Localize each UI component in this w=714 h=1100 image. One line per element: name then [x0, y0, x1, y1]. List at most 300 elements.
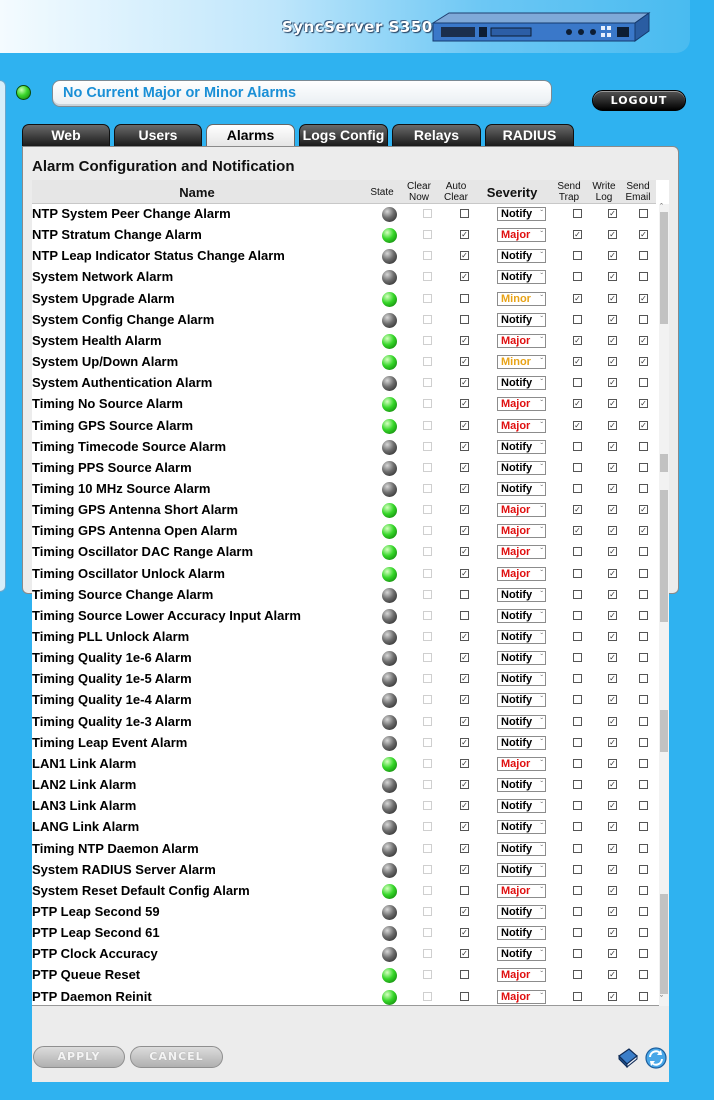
clear-now-checkbox — [423, 399, 432, 408]
chevron-down-icon: ˇ — [540, 314, 543, 324]
write-log-checkbox[interactable]: ✓ — [609, 674, 616, 684]
chevron-down-icon: ˇ — [540, 843, 543, 853]
send-trap-checkbox[interactable] — [573, 822, 582, 831]
state-led-icon — [382, 482, 397, 497]
state-led-icon — [382, 842, 397, 857]
alarm-name: PTP Daemon Reinit — [32, 988, 152, 1004]
chevron-down-icon: ˇ — [540, 758, 543, 768]
send-trap-checkbox[interactable]: ✓ — [574, 293, 581, 303]
send-email-checkbox[interactable] — [639, 907, 648, 916]
severity-select[interactable] — [497, 736, 546, 750]
scroll-thumb-segment — [660, 710, 668, 752]
severity-value: Notify — [501, 461, 533, 474]
auto-clear-checkbox[interactable]: ✓ — [461, 949, 468, 959]
write-log-checkbox[interactable]: ✓ — [609, 399, 616, 409]
write-log-checkbox[interactable]: ✓ — [609, 737, 616, 747]
send-email-checkbox[interactable]: ✓ — [640, 357, 647, 367]
severity-select[interactable] — [497, 207, 546, 221]
tab-radius[interactable]: RADIUS — [485, 124, 574, 146]
send-email-checkbox[interactable] — [639, 886, 648, 895]
auto-clear-checkbox[interactable]: ✓ — [461, 568, 468, 578]
severity-select[interactable] — [497, 228, 546, 242]
alarm-name: Timing No Source Alarm — [32, 396, 183, 412]
chevron-down-icon: ˇ — [540, 272, 543, 282]
severity-select[interactable] — [497, 249, 546, 263]
severity-select[interactable] — [497, 270, 546, 284]
send-email-checkbox[interactable] — [639, 992, 648, 1001]
write-log-checkbox[interactable]: ✓ — [609, 843, 616, 853]
severity-select[interactable] — [497, 545, 546, 559]
auto-clear-checkbox[interactable]: ✓ — [461, 716, 468, 726]
severity-select[interactable] — [497, 905, 546, 919]
send-email-checkbox[interactable] — [639, 695, 648, 704]
severity-select[interactable] — [497, 419, 546, 433]
write-log-checkbox[interactable]: ✓ — [609, 610, 616, 620]
chevron-down-icon: ˇ — [540, 801, 543, 811]
send-trap-checkbox[interactable] — [573, 928, 582, 937]
send-trap-checkbox[interactable] — [573, 315, 582, 324]
send-email-checkbox[interactable] — [639, 717, 648, 726]
scroll-up-arrow-icon[interactable]: ˆ — [660, 202, 663, 212]
clear-now-checkbox — [423, 484, 432, 493]
write-log-checkbox[interactable]: ✓ — [609, 695, 616, 705]
help-book-icon[interactable] — [617, 1046, 639, 1068]
send-email-checkbox[interactable]: ✓ — [640, 420, 647, 430]
severity-select[interactable] — [497, 630, 546, 644]
send-email-checkbox[interactable]: ✓ — [640, 230, 647, 240]
auto-clear-checkbox[interactable]: ✓ — [461, 378, 468, 388]
table-row — [32, 775, 656, 796]
auto-clear-checkbox[interactable]: ✓ — [461, 737, 468, 747]
state-led-icon — [382, 799, 397, 814]
write-log-checkbox[interactable]: ✓ — [609, 801, 616, 811]
auto-clear-checkbox[interactable]: ✓ — [461, 801, 468, 811]
severity-select[interactable] — [497, 947, 546, 961]
write-log-checkbox[interactable]: ✓ — [609, 526, 616, 536]
auto-clear-checkbox[interactable]: ✓ — [461, 780, 468, 790]
clear-now-checkbox — [423, 949, 432, 958]
send-trap-checkbox[interactable] — [573, 801, 582, 810]
auto-clear-checkbox[interactable] — [460, 315, 469, 324]
table-row — [32, 627, 656, 648]
send-trap-checkbox[interactable] — [573, 463, 582, 472]
write-log-checkbox[interactable]: ✓ — [609, 209, 616, 218]
clear-now-checkbox — [423, 378, 432, 387]
severity-select[interactable] — [497, 884, 546, 898]
write-log-checkbox[interactable]: ✓ — [609, 653, 616, 663]
product-title: SyncServer S350 — [282, 18, 433, 36]
write-log-checkbox[interactable]: ✓ — [609, 335, 616, 345]
send-email-checkbox[interactable] — [639, 315, 648, 324]
write-log-checkbox[interactable]: ✓ — [609, 272, 616, 282]
severity-select[interactable] — [497, 799, 546, 813]
severity-value: Notify — [501, 673, 533, 686]
alarm-name: Timing Quality 1e-3 Alarm — [32, 713, 192, 729]
send-email-checkbox[interactable] — [639, 928, 648, 937]
severity-select[interactable] — [497, 863, 546, 877]
send-email-checkbox[interactable] — [639, 547, 648, 556]
alarm-name: Timing GPS Antenna Open Alarm — [32, 523, 238, 539]
send-trap-checkbox[interactable] — [573, 378, 582, 387]
severity-select[interactable] — [497, 292, 546, 306]
write-log-checkbox[interactable]: ✓ — [609, 716, 616, 726]
refresh-icon[interactable] — [644, 1046, 668, 1070]
table-row — [32, 204, 656, 225]
send-trap-checkbox[interactable] — [573, 970, 582, 979]
write-log-checkbox[interactable]: ✓ — [609, 441, 616, 451]
send-email-checkbox[interactable] — [639, 442, 648, 451]
severity-value: Notify — [501, 905, 533, 918]
auto-clear-checkbox[interactable]: ✓ — [461, 906, 468, 916]
severity-select[interactable] — [497, 651, 546, 665]
severity-value: Notify — [501, 208, 533, 220]
send-email-checkbox[interactable] — [639, 484, 648, 493]
send-trap-checkbox[interactable] — [573, 484, 582, 493]
clear-now-checkbox — [423, 611, 432, 620]
severity-select[interactable] — [497, 990, 546, 1004]
tab-web[interactable]: Web — [22, 124, 110, 146]
table-row — [32, 479, 656, 500]
severity-select[interactable] — [497, 715, 546, 729]
clear-now-checkbox — [423, 294, 432, 303]
write-log-checkbox[interactable]: ✓ — [609, 293, 616, 303]
severity-value: Major — [501, 567, 531, 580]
severity-select[interactable] — [497, 588, 546, 602]
table-row — [32, 458, 656, 479]
send-email-checkbox[interactable] — [639, 822, 648, 831]
write-log-checkbox[interactable]: ✓ — [609, 589, 616, 599]
column-header-send-trap-line2: Trap — [558, 192, 580, 203]
severity-select[interactable] — [497, 693, 546, 707]
send-email-checkbox[interactable] — [639, 209, 648, 218]
alarm-name: Timing Timecode Source Alarm — [32, 438, 227, 454]
write-log-checkbox[interactable]: ✓ — [609, 991, 616, 1001]
state-led-icon — [382, 376, 397, 391]
left-side-tab[interactable] — [0, 80, 6, 592]
tab-alarms[interactable]: Alarms — [206, 124, 295, 147]
state-led-icon — [382, 757, 397, 772]
auto-clear-checkbox[interactable]: ✓ — [461, 272, 468, 282]
chevron-down-icon: ˇ — [540, 547, 543, 557]
alarm-name: Timing Oscillator Unlock Alarm — [32, 565, 225, 581]
auto-clear-checkbox[interactable]: ✓ — [461, 928, 468, 938]
clear-now-checkbox — [423, 272, 432, 281]
alarm-name: LAN2 Link Alarm — [32, 777, 137, 793]
send-trap-checkbox[interactable] — [573, 949, 582, 958]
scroll-thumb[interactable] — [660, 212, 668, 324]
auto-clear-checkbox[interactable]: ✓ — [461, 230, 468, 240]
severity-select[interactable] — [497, 482, 546, 496]
alarm-name: Timing Quality 1e-5 Alarm — [32, 671, 192, 687]
auto-clear-checkbox[interactable]: ✓ — [461, 357, 468, 367]
auto-clear-checkbox[interactable]: ✓ — [461, 547, 468, 557]
state-led-icon — [382, 651, 397, 666]
chevron-down-icon: ˇ — [540, 674, 543, 684]
send-email-checkbox[interactable]: ✓ — [640, 526, 647, 536]
auto-clear-checkbox[interactable] — [460, 209, 469, 218]
write-log-checkbox[interactable]: ✓ — [609, 420, 616, 430]
send-email-checkbox[interactable] — [639, 949, 648, 958]
auto-clear-checkbox[interactable]: ✓ — [461, 441, 468, 451]
send-trap-checkbox[interactable] — [573, 569, 582, 578]
write-log-checkbox[interactable]: ✓ — [609, 949, 616, 959]
send-email-checkbox[interactable]: ✓ — [640, 399, 647, 409]
send-trap-checkbox[interactable] — [573, 209, 582, 218]
auto-clear-checkbox[interactable]: ✓ — [461, 335, 468, 345]
column-header-write-log-line2: Log — [595, 192, 613, 203]
send-trap-checkbox[interactable] — [573, 759, 582, 768]
alarm-name: PTP Queue Reset — [32, 967, 141, 983]
column-header-send-trap-line1: Send — [557, 181, 581, 192]
severity-select[interactable] — [497, 926, 546, 940]
send-trap-checkbox[interactable] — [573, 674, 582, 683]
send-trap-checkbox[interactable] — [573, 907, 582, 916]
send-email-checkbox[interactable]: ✓ — [640, 335, 647, 345]
table-scrollbar[interactable] — [659, 204, 669, 1006]
severity-value: Notify — [501, 631, 533, 643]
chevron-down-icon: ˇ — [540, 737, 543, 747]
column-header-name: Name — [179, 185, 215, 200]
table-row — [32, 690, 656, 711]
state-led-icon — [382, 820, 397, 835]
clear-now-checkbox — [423, 632, 432, 641]
alarm-name: Timing GPS Source Alarm — [32, 417, 194, 433]
severity-select[interactable] — [497, 968, 546, 982]
state-led-icon — [382, 736, 397, 751]
severity-select[interactable] — [497, 757, 546, 771]
write-log-checkbox[interactable]: ✓ — [609, 357, 616, 367]
clear-now-checkbox — [423, 717, 432, 726]
send-email-checkbox[interactable] — [639, 632, 648, 641]
auto-clear-checkbox[interactable] — [460, 294, 469, 303]
alarm-status-text: No Current Major or Minor Alarms — [63, 85, 297, 101]
send-email-checkbox[interactable] — [639, 463, 648, 472]
severity-select[interactable] — [497, 440, 546, 454]
auto-clear-checkbox[interactable]: ✓ — [461, 758, 468, 768]
auto-clear-checkbox[interactable]: ✓ — [461, 399, 468, 409]
severity-value: Notify — [501, 250, 533, 263]
auto-clear-checkbox[interactable] — [460, 970, 469, 979]
table-row — [32, 733, 656, 754]
clear-now-checkbox — [423, 907, 432, 916]
clear-now-checkbox — [423, 886, 432, 895]
send-email-checkbox[interactable] — [639, 611, 648, 620]
auto-clear-checkbox[interactable]: ✓ — [461, 505, 468, 515]
severity-select[interactable] — [497, 609, 546, 623]
write-log-checkbox[interactable]: ✓ — [609, 378, 616, 388]
write-log-checkbox[interactable]: ✓ — [609, 758, 616, 768]
clear-now-checkbox — [423, 822, 432, 831]
send-trap-checkbox[interactable] — [573, 992, 582, 1001]
auto-clear-checkbox[interactable]: ✓ — [461, 483, 468, 493]
send-trap-checkbox[interactable] — [573, 442, 582, 451]
alarm-name: NTP System Peer Change Alarm — [32, 206, 231, 221]
severity-value: Major — [501, 525, 531, 538]
write-log-checkbox[interactable]: ✓ — [609, 906, 616, 916]
clear-now-checkbox — [423, 970, 432, 979]
logout-button[interactable]: LOGOUT — [592, 90, 686, 111]
send-email-checkbox[interactable] — [639, 653, 648, 662]
send-email-checkbox[interactable] — [639, 801, 648, 810]
write-log-checkbox[interactable]: ✓ — [609, 547, 616, 557]
alarm-name: System Up/Down Alarm — [32, 354, 179, 370]
severity-select[interactable] — [497, 820, 546, 834]
auto-clear-checkbox[interactable]: ✓ — [461, 653, 468, 663]
severity-select[interactable] — [497, 334, 546, 348]
auto-clear-checkbox[interactable] — [460, 611, 469, 620]
state-led-icon — [382, 968, 397, 983]
column-header-send-email-line2: Email — [625, 192, 651, 203]
auto-clear-checkbox[interactable]: ✓ — [461, 462, 468, 472]
auto-clear-checkbox[interactable]: ✓ — [461, 420, 468, 430]
severity-select[interactable] — [497, 524, 546, 538]
send-trap-checkbox[interactable] — [573, 632, 582, 641]
auto-clear-checkbox[interactable]: ✓ — [461, 632, 468, 641]
send-trap-checkbox[interactable]: ✓ — [574, 335, 581, 345]
send-email-checkbox[interactable]: ✓ — [640, 293, 647, 303]
send-email-checkbox[interactable] — [639, 569, 648, 578]
send-email-checkbox[interactable] — [639, 251, 648, 260]
send-trap-checkbox[interactable]: ✓ — [574, 230, 581, 240]
apply-button[interactable]: APPLY — [33, 1046, 125, 1068]
auto-clear-checkbox[interactable] — [460, 886, 469, 895]
send-trap-checkbox[interactable]: ✓ — [574, 526, 581, 536]
state-led-icon — [382, 461, 397, 476]
scroll-down-arrow-icon[interactable]: ˇ — [660, 994, 663, 1004]
tab-logs-config[interactable]: Logs Config — [299, 124, 388, 146]
send-email-checkbox[interactable] — [639, 590, 648, 599]
send-email-checkbox[interactable] — [639, 780, 648, 789]
send-trap-checkbox[interactable] — [573, 272, 582, 281]
severity-value: Notify — [501, 948, 533, 961]
severity-select[interactable] — [497, 355, 546, 369]
write-log-checkbox[interactable]: ✓ — [609, 885, 616, 895]
chevron-down-icon: ˇ — [540, 632, 543, 641]
auto-clear-checkbox[interactable] — [460, 590, 469, 599]
send-email-checkbox[interactable] — [639, 844, 648, 853]
state-led-icon — [382, 545, 397, 560]
write-log-checkbox[interactable]: ✓ — [609, 230, 616, 240]
write-log-checkbox[interactable]: ✓ — [609, 568, 616, 578]
chevron-down-icon: ˇ — [540, 526, 543, 536]
clear-now-checkbox — [423, 421, 432, 430]
write-log-checkbox[interactable]: ✓ — [609, 822, 616, 832]
write-log-checkbox[interactable]: ✓ — [609, 632, 616, 641]
send-trap-checkbox[interactable] — [573, 547, 582, 556]
send-email-checkbox[interactable] — [639, 759, 648, 768]
chevron-down-icon: ˇ — [540, 399, 543, 409]
send-email-checkbox[interactable] — [639, 865, 648, 874]
severity-select[interactable] — [497, 672, 546, 686]
cancel-button[interactable]: CANCEL — [130, 1046, 223, 1068]
state-led-icon — [382, 334, 397, 349]
write-log-checkbox[interactable]: ✓ — [609, 251, 616, 261]
table-header — [32, 180, 656, 204]
send-trap-checkbox[interactable] — [573, 717, 582, 726]
severity-select[interactable] — [497, 397, 546, 411]
send-trap-checkbox[interactable] — [573, 611, 582, 620]
write-log-checkbox[interactable]: ✓ — [609, 928, 616, 938]
send-trap-checkbox[interactable] — [573, 695, 582, 704]
state-led-icon — [382, 863, 397, 878]
send-email-checkbox[interactable] — [639, 970, 648, 979]
alarm-name: LAN1 Link Alarm — [32, 755, 137, 771]
severity-value: Notify — [501, 440, 533, 453]
severity-value: Notify — [501, 736, 533, 749]
severity-select[interactable] — [497, 461, 546, 475]
auto-clear-checkbox[interactable]: ✓ — [461, 526, 468, 536]
write-log-checkbox[interactable]: ✓ — [609, 780, 616, 790]
send-trap-checkbox[interactable] — [573, 844, 582, 853]
clear-now-checkbox — [423, 315, 432, 324]
send-trap-checkbox[interactable] — [573, 738, 582, 747]
write-log-checkbox[interactable]: ✓ — [609, 864, 616, 874]
severity-select[interactable] — [497, 778, 546, 792]
send-email-checkbox[interactable] — [639, 738, 648, 747]
auto-clear-checkbox[interactable] — [460, 992, 469, 1001]
auto-clear-checkbox[interactable]: ✓ — [461, 674, 468, 684]
chevron-down-icon: ˇ — [540, 462, 543, 472]
alarm-name: System Network Alarm — [32, 269, 174, 285]
chevron-down-icon: ˇ — [540, 378, 543, 388]
write-log-checkbox[interactable]: ✓ — [609, 970, 616, 980]
send-trap-checkbox[interactable] — [573, 251, 582, 260]
send-email-checkbox[interactable] — [639, 378, 648, 387]
auto-clear-checkbox[interactable]: ✓ — [461, 251, 468, 261]
send-trap-checkbox[interactable]: ✓ — [574, 357, 581, 367]
send-trap-checkbox[interactable] — [573, 886, 582, 895]
write-log-checkbox[interactable]: ✓ — [609, 462, 616, 472]
severity-select[interactable] — [497, 567, 546, 581]
severity-select[interactable] — [497, 313, 546, 327]
tab-relays[interactable]: Relays — [392, 124, 481, 146]
severity-select[interactable] — [497, 503, 546, 517]
auto-clear-checkbox[interactable]: ✓ — [461, 843, 468, 853]
severity-value: Major — [501, 229, 531, 242]
write-log-checkbox[interactable]: ✓ — [609, 483, 616, 493]
write-log-checkbox[interactable]: ✓ — [609, 314, 616, 324]
send-trap-checkbox[interactable] — [573, 780, 582, 789]
send-trap-checkbox[interactable]: ✓ — [574, 505, 581, 515]
tab-users[interactable]: Users — [114, 124, 202, 146]
send-trap-checkbox[interactable]: ✓ — [574, 399, 581, 409]
table-row — [32, 923, 656, 944]
send-email-checkbox[interactable]: ✓ — [640, 505, 647, 515]
state-led-icon — [382, 778, 397, 793]
table-row — [32, 648, 656, 669]
clear-now-checkbox — [423, 801, 432, 810]
send-email-checkbox[interactable] — [639, 272, 648, 281]
table-row — [32, 796, 656, 817]
severity-select[interactable] — [497, 376, 546, 390]
alarm-name: System Authentication Alarm — [32, 375, 213, 391]
chevron-down-icon: ˇ — [540, 420, 543, 430]
severity-value: Notify — [501, 715, 533, 728]
send-trap-checkbox[interactable]: ✓ — [574, 420, 581, 430]
severity-select[interactable] — [497, 842, 546, 856]
auto-clear-checkbox[interactable]: ✓ — [461, 695, 468, 705]
auto-clear-checkbox[interactable]: ✓ — [461, 864, 468, 874]
state-led-icon — [382, 292, 397, 307]
send-email-checkbox[interactable] — [639, 674, 648, 683]
send-trap-checkbox[interactable] — [573, 590, 582, 599]
send-trap-checkbox[interactable] — [573, 865, 582, 874]
write-log-checkbox[interactable]: ✓ — [609, 505, 616, 515]
clear-now-checkbox — [423, 992, 432, 1001]
send-trap-checkbox[interactable] — [573, 653, 582, 662]
auto-clear-checkbox[interactable]: ✓ — [461, 822, 468, 832]
table-row — [32, 606, 656, 627]
